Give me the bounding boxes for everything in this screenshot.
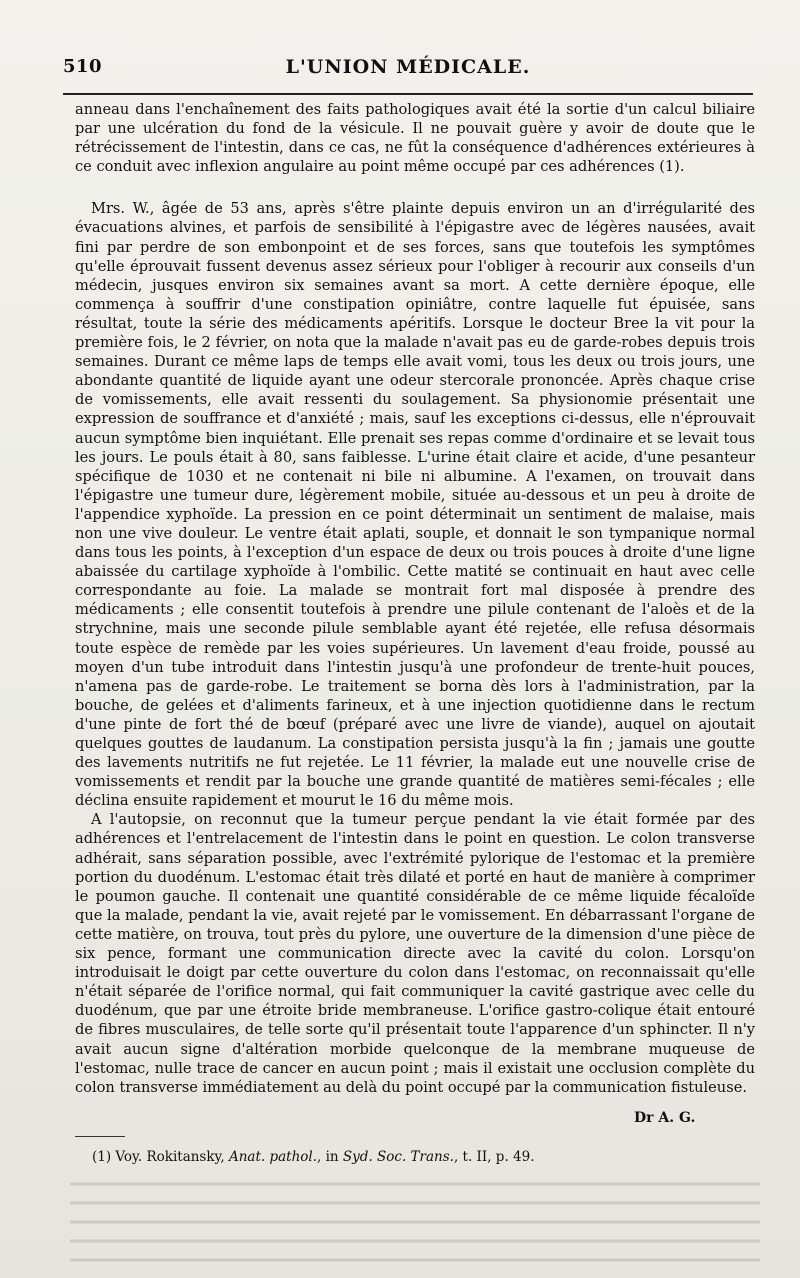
author-signature: Dr A. G. <box>634 1110 696 1126</box>
page-header <box>63 56 753 84</box>
header-rule <box>63 93 753 95</box>
footnote-marker: (1) <box>92 1149 112 1165</box>
intro-paragraph: anneau dans l'enchaînement des faits pathologiques avait été la sortie d'un calcul biliaire par une ulcération du fond de la vésicule. Il ne pouvait guère y avoir de doute que le rétrécissement de l'intestin, dans ce cas, ne fût la conséquence d'adhérences extérieures à ce conduit avec inflexion angulaire au point même occupé par ces adhérences (1). <box>75 101 755 176</box>
footnote-mid: , in <box>317 1149 339 1165</box>
autopsy-paragraph: A l'autopsie, on reconnut que la tumeur perçue pendant la vie était formée par des adhérences et l'entrelacement de l'intestin dans le point en question. Le colon transverse adhérait, sans séparation possible, avec l'extrémité pylorique de l'estomac et la première portion du duodénum. L'estomac était très dilaté et porté en haut de manière à comprimer le poumon gauche. Il contenait une quantité considérable de ce même liquide fécaloïde que la malade, pendant la vie, avait rejeté par le vomissement. En débarrassant l'organe de cette matière, on trouva, tout près du pylore, une ouverture de la dimension d'une pièce de six pence, formant une communication directe avec la cavité du colon. Lorsqu'on introduisait le doigt par cette ouverture du colon dans l'estomac, on reconnaissait qu'elle n'était séparée de l'orifice normal, qui fait communiquer la cavité gastrique avec celle du duodénum, que par une étroite bride membraneuse. L'orifice gastro-colique était entouré de fibres musculaires, de telle sorte qu'il présentait toute l'apparence d'un sphincter. Il n'y avait aucun signe d'altération morbide quelconque de la membrane muqueuse de l'estomac, nulle trace de cancer en aucun point ; mais il existait une occlusion complète du colon transverse immédiatement au delà du point occupé par la communication fistuleuse. <box>75 811 755 1096</box>
footnote-ref: Voy. Rokitansky, <box>115 1149 225 1165</box>
footnote-rule <box>75 1136 125 1137</box>
running-title: L'UNION MÉDICALE. <box>285 56 531 78</box>
footnote-title-2: Syd. Soc. Trans. <box>342 1149 454 1165</box>
footnote-title-1: Anat. pathol. <box>228 1149 318 1165</box>
footnote <box>92 1148 752 1166</box>
page-number: 510 <box>63 56 103 77</box>
show-through-texture <box>70 1172 760 1272</box>
footnote-post: , t. II, p. 49. <box>453 1149 535 1165</box>
case-paragraph: Mrs. W., âgée de 53 ans, après s'être plainte depuis environ un an d'irrégularité des évacuations alvines, et parfois de sensibilité à l'épigastre avec de légères nausées, avait fini par perdre de son embonpoint et de ses forces, sans que toutefois les symptômes qu'elle éprouvait fussent devenus assez sérieux pour l'obliger à recourir aux conseils d'un médecin, jusques environ six semaines avant sa mort. A cette dernière époque, elle commença à souffrir d'une constipation opiniâtre, contre laquelle fut épuisée, sans résultat, toute la série des médicaments apéritifs. Lorsque le docteur Bree la vit pour la première fois, le 2 février, on nota que la malade n'avait pas eu de garde-robes depuis trois semaines. Durant ce même laps de temps elle avait vomi, tous les deux ou trois jours, une abondante quantité de liquide ayant une odeur stercorale prononcée. Après chaque crise de vomissements, elle avait ressenti du soulagement. Sa physionomie présentait une expression de souffrance et d'anxiété ; mais, sauf les exceptions ci-dessus, elle n'éprouvait aucun symptôme bien inquiétant. Elle prenait ses repas comme d'ordinaire et se levait tous les jours. Le pouls était à 80, sans faiblesse. L'urine était claire et acide, d'une pesanteur spécifique de 1030 et ne contenait ni bile ni albumine. A l'examen, on trouvait dans l'épigastre une tumeur dure, légèrement mobile, située au-dessous et un peu à droite de l'appendice xyphoïde. La pression en ce point déterminait un sentiment de malaise, mais non une vive douleur. Le ventre était aplati, souple, et donnait le son tympanique normal dans tous les points, à l'exception d'un espace de deux ou trois pouces à droite d'une ligne abaissée du cartilage xyphoïde à l'ombilic. Cette matité se continuait en haut avec celle correspondante au foie. La malade se montrait fort mal disposée à prendre des médicaments ; elle consentit toutefois à prendre une pilule contenant de l'aloès et de la strychnine, mais une seconde pilule semblable ayant été rejetée, elle refusa désormais toute espèce de remède par les voies supérieures. Un lavement d'eau froide, poussé au moyen d'un tube introduit dans l'intestin jusqu'à une profondeur de trente-huit pouces, n'amena pas de garde-robe. Le traitement se borna dès lors à l'administration, par la bouche, de gelées et d'aliments farineux, et à une injection quotidienne dans le rectum d'une pinte de fort thé de bœuf (préparé avec une livre de viande), auquel on ajoutait quelques gouttes de laudanum. La constipation persista jusqu'à la fin ; jamais une goutte des lavements nutritifs ne fut rejetée. Le 11 février, la malade eut une nouvelle crise de vomissements et rendit par la bouche une grande quantité de matières semi-fécales ; elle déclina ensuite rapidement et mourut le 16 du même mois. <box>75 200 755 810</box>
main-text <box>75 100 755 1097</box>
